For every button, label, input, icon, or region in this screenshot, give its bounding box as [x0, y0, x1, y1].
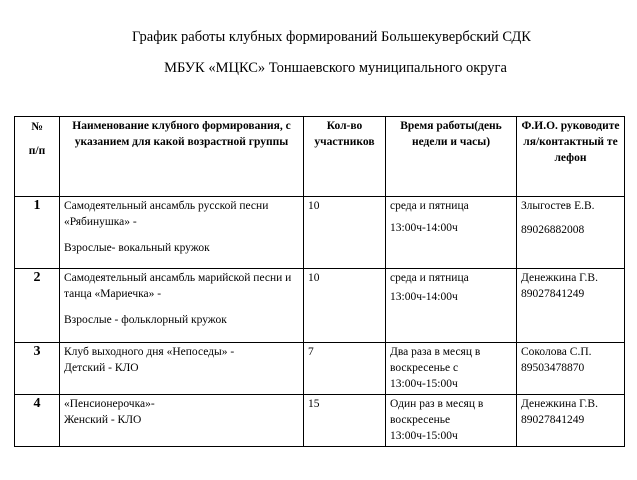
row-num: 1	[15, 197, 60, 269]
row-contact-phone: 89027841249	[521, 414, 585, 426]
header-name: Наименование клубного формирования, с указанием для какой возрастной группы	[60, 117, 304, 197]
row-name-ensemble: Самодеятельный ансамбль марийской песни и танца «Мариечка» -	[64, 272, 292, 300]
schedule-table	[14, 116, 625, 447]
header-time: Время работы(день недели и часы)	[386, 117, 517, 197]
row-name-group: Женский - КЛО	[64, 414, 142, 426]
table-header-row	[15, 117, 625, 197]
row-contact	[517, 197, 625, 269]
row-count: 10	[304, 197, 386, 269]
row-name-ensemble: Клуб выходного дня «Непоседы» -	[64, 346, 235, 358]
row-name-group: Взрослые- вокальный кружок	[64, 242, 210, 254]
page-subtitle: МБУК «МЦКС» Тоншаевского муниципального округа	[164, 60, 507, 76]
row-contact	[517, 395, 625, 447]
row-name-group: Взрослые - фольклорный кружок	[64, 314, 227, 326]
row-num: 2	[15, 269, 60, 343]
header-count: Кол-во участников	[304, 117, 386, 197]
header-num-symbol: №	[31, 121, 43, 133]
row-time	[386, 343, 517, 395]
row-contact-phone: 89026882008	[521, 224, 585, 236]
row-time	[386, 197, 517, 269]
row-name	[60, 269, 304, 343]
row-contact	[517, 269, 625, 343]
row-time-hours: 13:00ч-14:00ч	[390, 291, 458, 303]
header-contact: Ф.И.О. руководителя/контактный телефон	[517, 117, 625, 197]
row-contact-phone: 89027841249	[521, 288, 585, 300]
row-name-ensemble: Самодеятельный ансамбль русской песни «Рябинушка» -	[64, 200, 269, 228]
row-name	[60, 343, 304, 395]
row-time-hours: 13:00ч-15:00ч	[390, 430, 458, 442]
table-row	[15, 343, 625, 395]
row-num: 4	[15, 395, 60, 447]
header-num-label: п/п	[28, 145, 46, 157]
row-contact	[517, 343, 625, 395]
row-num: 3	[15, 343, 60, 395]
row-contact-person: Денежкина Г.В.	[521, 398, 598, 410]
row-count: 15	[304, 395, 386, 447]
page-title: График работы клубных формирований Большекувербский СДК	[132, 29, 531, 45]
row-time-days: Два раза в месяц в воскресенье с	[390, 346, 481, 374]
row-contact-phone: 89503478870	[521, 362, 585, 374]
row-time	[386, 395, 517, 447]
row-contact-person: Денежкина Г.В.	[521, 272, 598, 284]
row-contact-person: Злыгостев Е.В.	[521, 200, 595, 212]
row-name-group: Детский - КЛО	[64, 362, 139, 374]
row-name	[60, 395, 304, 447]
row-contact-person: Соколова С.П.	[521, 346, 592, 358]
row-time-days: Один раз в месяц в воскресенье	[390, 398, 484, 426]
table-row	[15, 197, 625, 269]
row-count: 10	[304, 269, 386, 343]
row-count: 7	[304, 343, 386, 395]
row-time-hours: 13:00ч-14:00ч	[390, 222, 458, 234]
row-time-days: среда и пятница	[390, 272, 469, 284]
table-row	[15, 395, 625, 447]
row-name-ensemble: «Пенсионерочка»-	[64, 398, 155, 410]
header-num	[15, 117, 60, 197]
row-time-hours: 13:00ч-15:00ч	[390, 378, 458, 390]
row-name	[60, 197, 304, 269]
row-time	[386, 269, 517, 343]
table-row	[15, 269, 625, 343]
row-time-days: среда и пятница	[390, 200, 469, 212]
